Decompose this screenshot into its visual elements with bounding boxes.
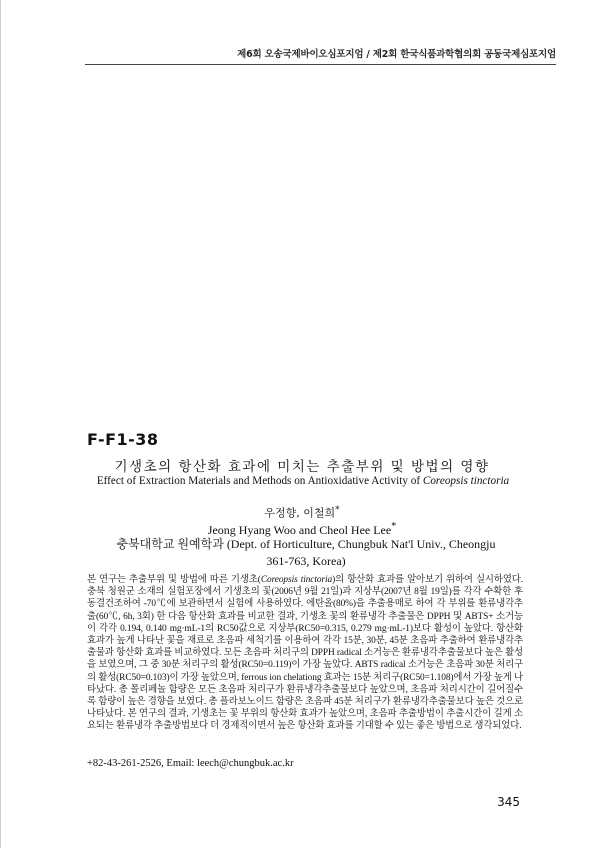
authors-korean [87, 504, 517, 521]
title-english [87, 475, 519, 487]
title-korean: 기생초의 항산화 효과에 미치는 추출부위 및 방법의 영향 [114, 459, 490, 475]
abstract-body [87, 574, 523, 733]
corresponding-author-mark: * [335, 504, 340, 515]
contact-info: +82-43-261-2526, Email: leech@chungbuk.ac.kr [87, 758, 294, 769]
abstract-text-rest: )의 항산화 효과를 알아보기 위하여 실시하였다. 충북 청원군 소재의 실험포장에서 기생초의 꽃(2006년 9월 21일)과 지상부(2007년 8월 19일)를 각각 수확한 후 동결건조하여 -70℃에 보관하면서 실험에 사용하였다. 에탄올(80%)을 추출용매로 하여 각 부위를 환류냉각추출(60℃, 6h, 3회) 한 다음 항산화 효과를 비교한 결과, 기생초 꽃의 환류냉각 추출물은 DPPH 및 ABTS+ 소거능이 각각 0.194, 0.140 mg·mL-1의 RC50값으로 지상부(RC50=0.315, 0.279 mg·mL-1)보다 활성이 높았다. 항산화 효과가 높게 나타난 꽃을 재료로 초음파 세척기를 이용하여 각각 15분, 30분, 45분 초음파 추출하여 환류냉각추출물과 항산화 효과를 비교하였다. 모든 초음파 처리구의 DPPH radical 소거능은 환류냉각추출물보다 높은 활성을 보였으며, 그 중 30분 처리구의 활성(RC50=0.119)이 가장 높았다. ABTS radical 소거능은 초음파 30분 처리구의 활성(RC50=0.103)이 가장 높았으며, ferrous ion chelationg 효과는 15분 처리구(RC50=1.108)에서 가장 높게 나타났다. 총 폴리페놀 함량은 모든 초음파 처리구가 환류냉각추출물보다 높았으며, 초음파 처리시간이 길어질수록 함량이 높은 경향을 보였다. 총 플라보노이드 함량은 초음파 45분 처리구가 환류냉각추출물보다 높은 것으로 나타났다. 본 연구의 결과, 기생초는 꽃 부위의 항산화 효과가 높았으며, 초음파 추출방법이 추출시간이 길게 소요되는 환류냉각 추출방법보다 더 경제적이면서 높은 항산화 효과를 기대할 수 있는 좋은 방법으로 생각되었다. [87, 575, 524, 732]
page-number: 345 [497, 795, 520, 809]
header-rule [85, 64, 556, 65]
abstract-paragraph [87, 574, 523, 733]
abstract-code: F-F1-38 [87, 430, 159, 449]
running-header: 제6회 오송국제바이오심포지엄 / 제2회 한국식품과학협의회 공동국제심포지엄 [237, 49, 556, 60]
authors-english-names: Jeong Hyang Woo and Cheol Hee Lee [207, 523, 392, 537]
authors-korean-names: 우정향, 이철희 [264, 506, 336, 520]
abstract-text-start: 본 연구는 추출부위 및 방법에 따른 기생초( [87, 575, 261, 585]
abstract-species-name: Coreopsis tinctoria [260, 575, 333, 585]
corresponding-author-mark-en: * [391, 521, 397, 532]
affiliation-line-2: 361-763, Korea) [266, 554, 346, 568]
title-species-name: Coreopsis tinctoria [422, 475, 510, 487]
affiliation-line-1: 충북대학교 원예학과 (Dept. of Horticulture, Chungbuk Nat'l Univ., Cheongju [116, 537, 496, 551]
title-english-text: Effect of Extraction Materials and Methods on Antioxidative Activity of [96, 475, 423, 487]
affiliation [111, 536, 501, 570]
